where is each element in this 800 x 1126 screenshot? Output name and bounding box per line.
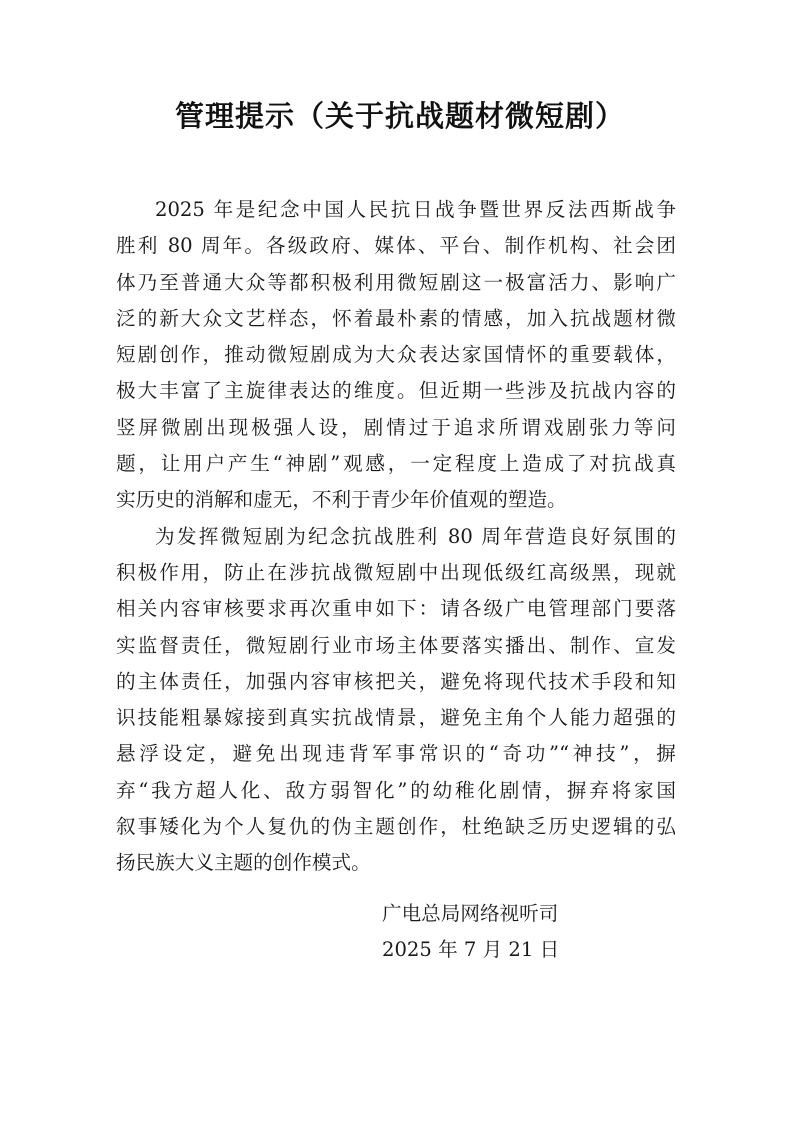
paragraph-line: 2025 年是纪念中国人民抗日战争暨世界反法西斯战争 bbox=[155, 198, 676, 221]
paragraph-line: 体乃至普通大众等都积极利用微短剧这一极富活力、影响广 bbox=[116, 270, 676, 294]
issue-date: 2025 年 7 月 21 日 bbox=[382, 938, 560, 962]
paragraph-line: 竖屏微剧出现极强人设，剧情过于追求所谓戏剧张力等问 bbox=[116, 415, 676, 439]
paragraph-line: 题，让用户产生“神剧”观感，一定程度上造成了对抗战真 bbox=[116, 452, 676, 476]
paragraph-line: 悬浮设定，避免出现违背军事常识的“奇功”“神技”，摒 bbox=[116, 742, 676, 766]
signature-block bbox=[382, 896, 559, 969]
paragraph-line: 的主体责任，加强内容审核把关，避免将现代技术手段和知 bbox=[116, 669, 676, 693]
document-title: 管理提示（关于抗战题材微短剧） bbox=[174, 99, 625, 133]
paragraph-line: 扬民族大义主题的创作模式。 bbox=[116, 851, 371, 875]
paragraph-line: 相关内容审核要求再次重申如下：请各级广电管理部门要落 bbox=[116, 597, 676, 621]
issuer-name: 广电总局网络视听司 bbox=[382, 902, 559, 925]
paragraph-line: 为发挥微短剧为纪念抗战胜利 80 周年营造良好氛围的 bbox=[155, 524, 676, 548]
paragraph-line: 弃“我方超人化、敌方弱智化”的幼稚化剧情，摒弃将家国 bbox=[116, 778, 676, 802]
paragraph-line: 泛的新大众文艺样态，怀着最朴素的情感，加入抗战题材微 bbox=[116, 306, 676, 330]
paragraph-2 bbox=[116, 519, 676, 882]
paragraph-line: 实监督责任，微短剧行业市场主体要落实播出、制作、宣发 bbox=[116, 633, 676, 657]
paragraph-line: 识技能粗暴嫁接到真实抗战情景，避免主角个人能力超强的 bbox=[116, 706, 676, 730]
paragraph-line: 短剧创作，推动微短剧成为大众表达家国情怀的重要载体， bbox=[116, 343, 676, 367]
document-body bbox=[116, 192, 676, 882]
paragraph-1 bbox=[116, 192, 676, 519]
paragraph-line: 积极作用，防止在涉抗战微短剧中出现低级红高级黑，现就 bbox=[116, 560, 676, 584]
paragraph-line: 实历史的消解和虚无，不利于青少年价值观的塑造。 bbox=[116, 488, 567, 512]
paragraph-line: 胜利 80 周年。各级政府、媒体、平台、制作机构、社会团 bbox=[116, 234, 676, 258]
paragraph-line: 极大丰富了主旋律表达的维度。但近期一些涉及抗战内容的 bbox=[116, 379, 676, 403]
paragraph-line: 叙事矮化为个人复仇的伪主题创作，杜绝缺乏历史逻辑的弘 bbox=[116, 815, 676, 839]
